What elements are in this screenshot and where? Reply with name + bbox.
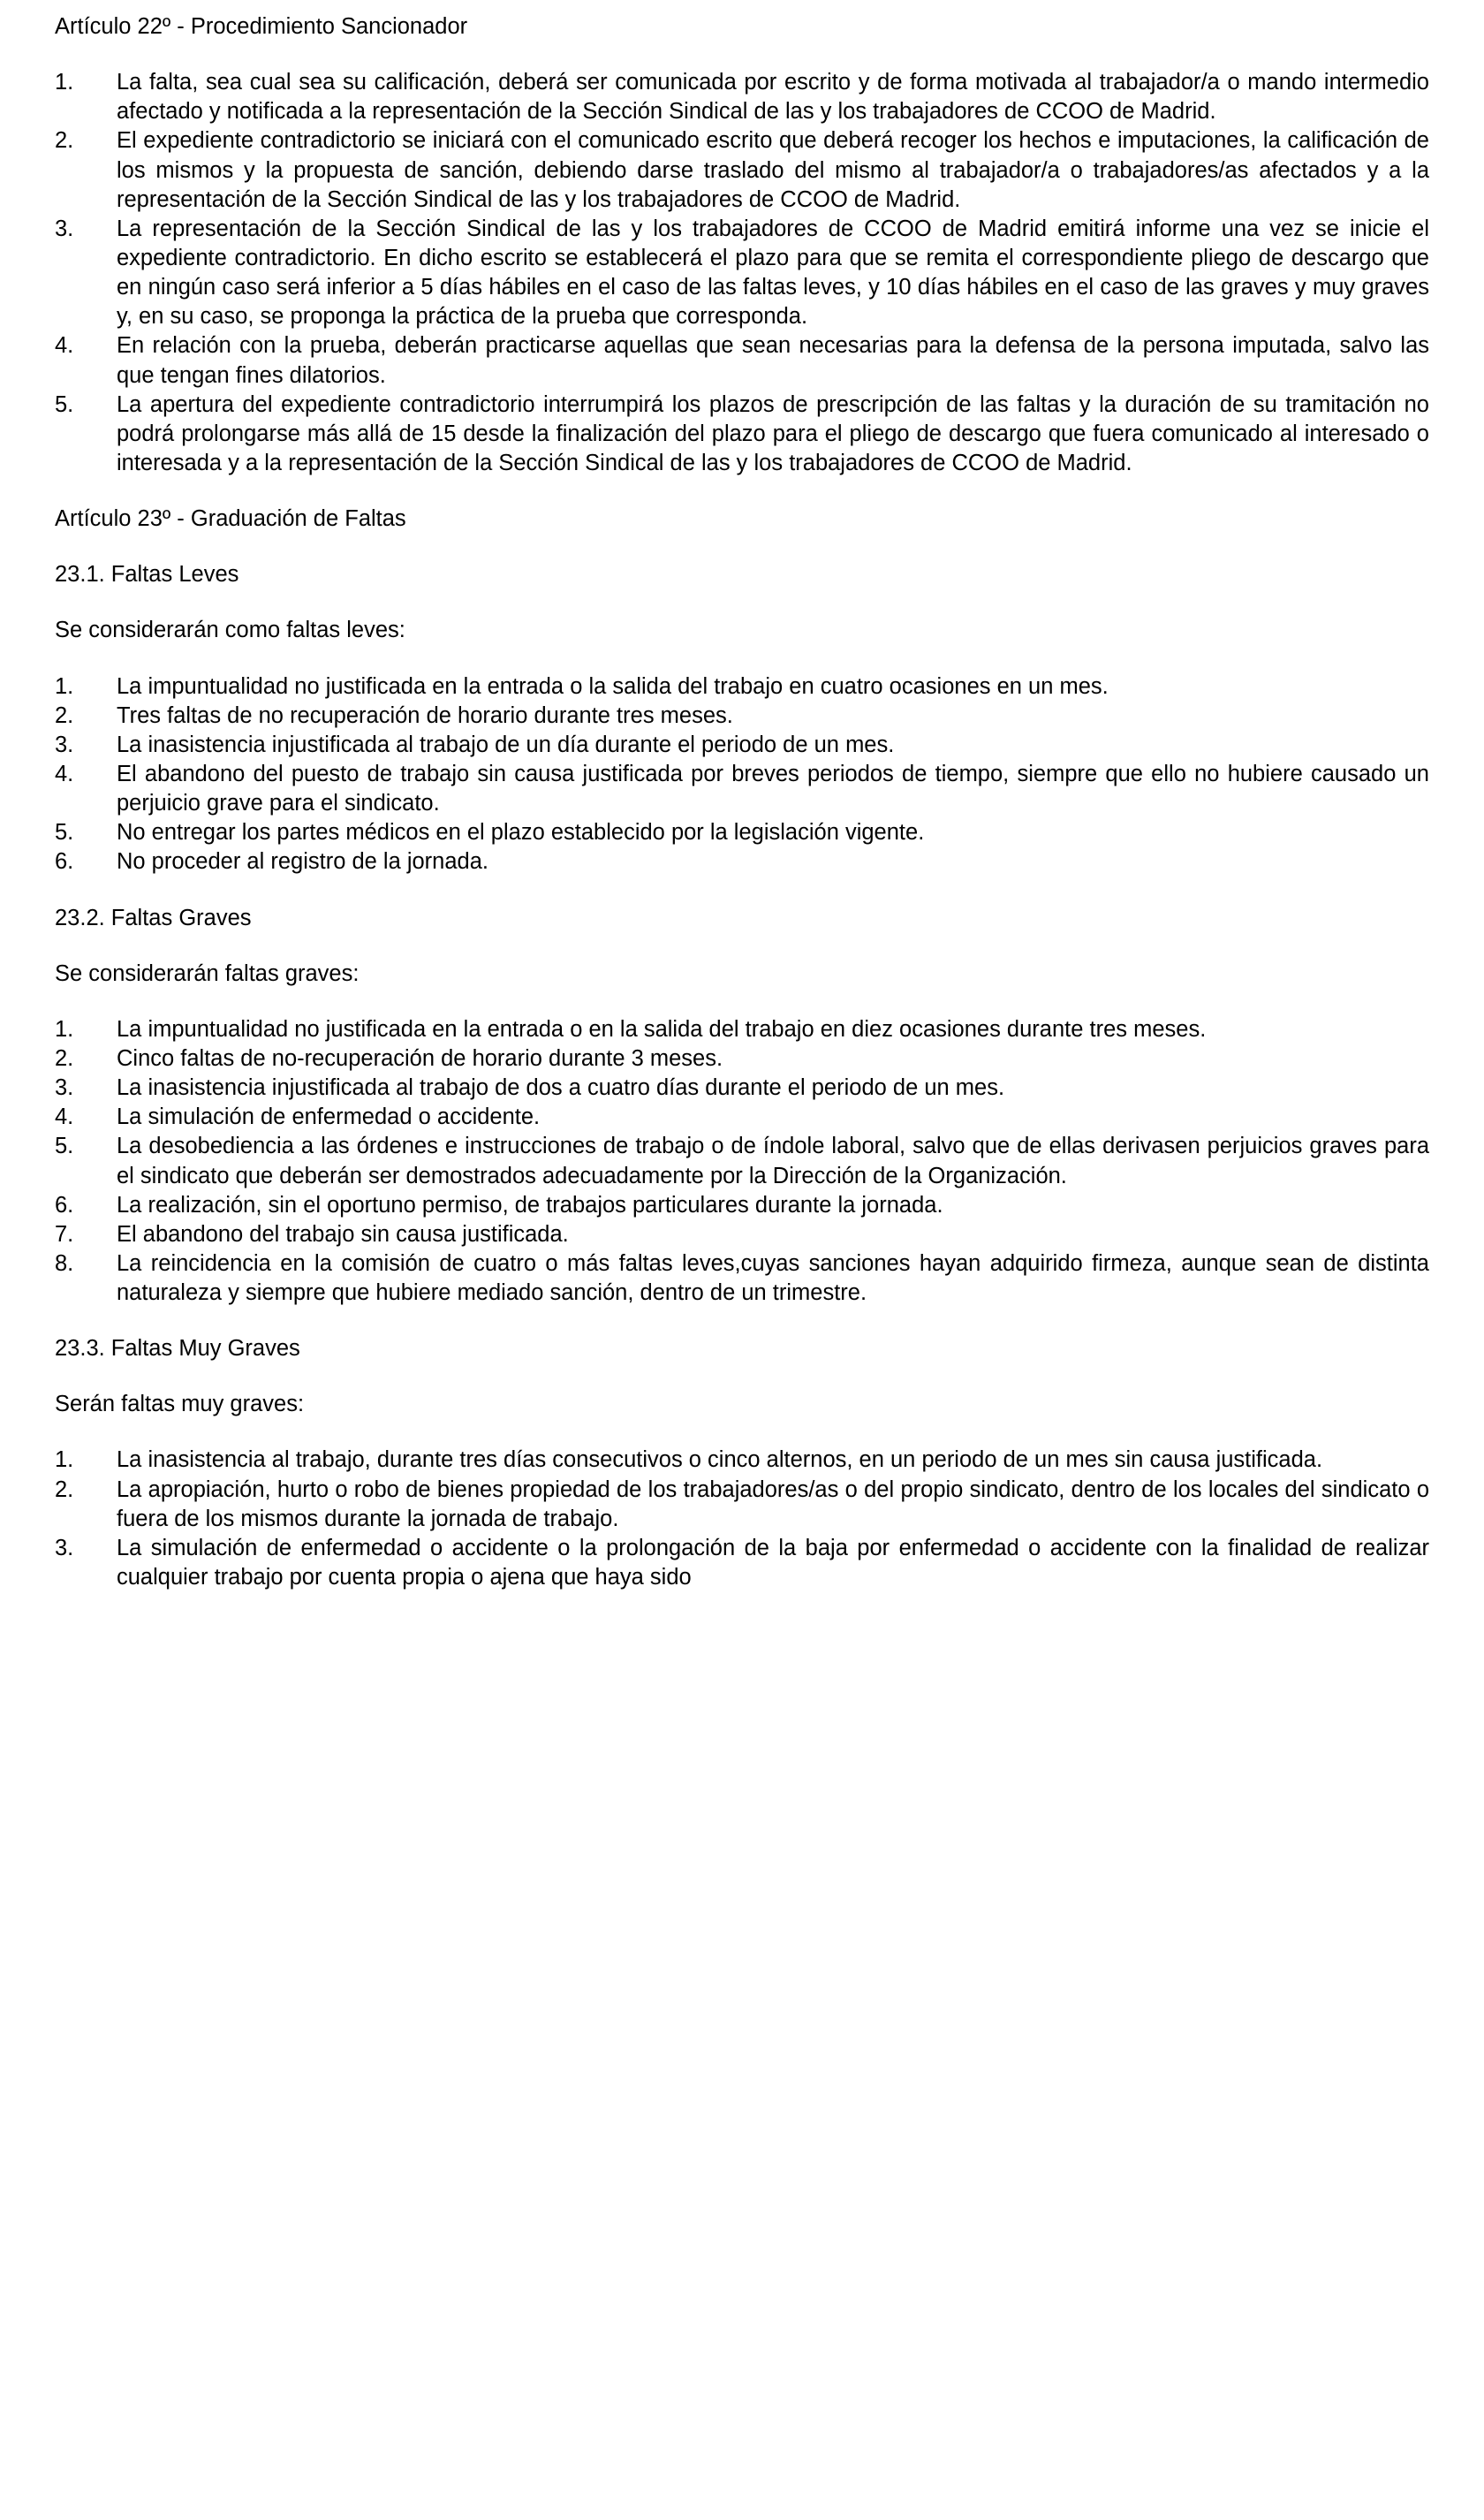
- list-marker: 8.: [55, 1250, 74, 1276]
- list-item: [55, 126, 1429, 214]
- list-item-text: La falta, sea cual sea su calificación, deberá ser comunicada por escrito y de forma motivada al trabajador/a o mando intermedio afectado y notificada a la representación de la Sección Sindical de las y los trabajadores de CCOO de Madrid.: [117, 70, 1429, 125]
- subsection-intro-23-3: Serán faltas muy graves:: [55, 1392, 305, 1417]
- list-item: [55, 391, 1429, 478]
- subsection-title-23-1: 23.1. Faltas Leves: [55, 562, 239, 588]
- list-marker: 2.: [55, 702, 74, 728]
- list-item: [55, 331, 1429, 390]
- list-marker: 4.: [55, 1104, 74, 1130]
- list-marker: 1.: [55, 673, 74, 699]
- list-item-text: El abandono del trabajo sin causa justificada.: [117, 1221, 569, 1247]
- subsection-title-23-3: 23.3. Faltas Muy Graves: [55, 1336, 300, 1362]
- list-item-text: La inasistencia injustificada al trabajo de un día durante el periodo de un mes.: [117, 732, 895, 757]
- list-item: [55, 1249, 1429, 1308]
- list-item-text: La reincidencia en la comisión de cuatro o más faltas leves,cuyas sanciones hayan adquirido firmeza, aunque sean de distinta naturaleza y siempre que hubiere mediado sanción, dentro de un trimestre.: [117, 1250, 1429, 1306]
- list-marker: 7.: [55, 1221, 74, 1247]
- list-item-text: Tres faltas de no recuperación de horario durante tres meses.: [117, 702, 733, 728]
- list-23-1: [55, 672, 1429, 877]
- list-item-text: La representación de la Sección Sindical de las y los trabajadores de CCOO de Madrid emitirá informe una vez se inicie el expediente contradictorio. En dicho escrito se establecerá el plazo para que se remita el correspondiente pliego de descargo que en ningún caso será inferior a 5 días hábiles en el caso de las faltas leves, y 10 días hábiles en el caso de las graves y muy graves y, en su caso, se proponga la práctica de la prueba que corresponda.: [117, 216, 1429, 330]
- list-item-text: Cinco faltas de no-recuperación de horario durante 3 meses.: [117, 1045, 723, 1071]
- list-item: [55, 215, 1429, 332]
- list-item: [55, 731, 1429, 760]
- list-marker: 3.: [55, 732, 74, 757]
- list-item: [55, 1191, 1429, 1220]
- list-item-text: La realización, sin el oportuno permiso, de trabajos particulares durante la jornada.: [117, 1192, 943, 1218]
- list-item: [55, 1476, 1429, 1534]
- list-item-text: La desobediencia a las órdenes e instrucciones de trabajo o de índole laboral, salvo que de ellas derivasen perjuicios graves para el sindicato que deberán ser demostrados adecuadamente por la Dirección de la Organización.: [117, 1134, 1429, 1188]
- list-item-text: No entregar los partes médicos en el plazo establecido por la legislación vigente.: [117, 820, 925, 846]
- list-item-text: El expediente contradictorio se iniciará con el comunicado escrito que deberá recoger los hechos e imputaciones, la calificación de los mismos y la propuesta de sanción, debiendo darse traslado del mismo al trabajador/a o trabajadores/as afectados y a la representación de la Sección Sindical de las y los trabajadores de CCOO de Madrid.: [117, 128, 1429, 212]
- subsection-intro-23-1: Se considerarán como faltas leves:: [55, 618, 405, 643]
- list-item-text: La simulación de enfermedad o accidente.: [117, 1104, 541, 1130]
- list-item: [55, 702, 1429, 731]
- list-item-text: En relación con la prueba, deberán practicarse aquellas que sean necesarias para la defensa de la persona imputada, salvo las que tengan fines dilatorios.: [117, 333, 1429, 388]
- list-item: [55, 818, 1429, 847]
- list-item: [55, 1044, 1429, 1074]
- list-item: [55, 1015, 1429, 1044]
- list-marker: 3.: [55, 216, 74, 241]
- list-23-2: [55, 1015, 1429, 1308]
- list-marker: 1.: [55, 70, 74, 95]
- list-item-text: La impuntualidad no justificada en la entrada o la salida del trabajo en cuatro ocasiones en un mes.: [117, 673, 1109, 699]
- list-item: [55, 1103, 1429, 1132]
- list-item: [55, 1534, 1429, 1592]
- list-marker: 4.: [55, 761, 74, 786]
- list-marker: 6.: [55, 1192, 74, 1218]
- list-marker: 3.: [55, 1075, 74, 1101]
- list-item: [55, 1220, 1429, 1249]
- list-item-text: No proceder al registro de la jornada.: [117, 849, 488, 875]
- list-item: [55, 672, 1429, 702]
- list-item-text: El abandono del puesto de trabajo sin causa justificada por breves periodos de tiempo, siempre que ello no hubiere causado un perjuicio grave para el sindicato.: [117, 761, 1429, 816]
- list-articulo-22: [55, 68, 1429, 478]
- list-item-text: La impuntualidad no justificada en la entrada o en la salida del trabajo en diez ocasiones durante tres meses.: [117, 1016, 1207, 1042]
- section-heading-articulo-22: Artículo 22º - Procedimiento Sancionador: [55, 14, 468, 39]
- list-marker: 2.: [55, 128, 74, 154]
- list-marker: 1.: [55, 1447, 74, 1473]
- list-marker: 6.: [55, 849, 74, 875]
- list-marker: 1.: [55, 1016, 74, 1042]
- list-23-3: [55, 1446, 1429, 1592]
- list-marker: 4.: [55, 333, 74, 359]
- subsection-intro-23-2: Se considerarán faltas graves:: [55, 960, 360, 986]
- list-item: [55, 1074, 1429, 1103]
- section-heading-articulo-23: Artículo 23º - Graduación de Faltas: [55, 506, 406, 532]
- list-item-text: La inasistencia injustificada al trabajo de dos a cuatro días durante el periodo de un mes.: [117, 1075, 1005, 1101]
- list-marker: 5.: [55, 391, 74, 417]
- list-item-text: La apertura del expediente contradictorio interrumpirá los plazos de prescripción de las faltas y la duración de su tramitación no podrá prolongarse más allá de 15 desde la finalización del plazo para el pliego de descargo que fuera comunicado al interesado o interesada y a la representación de la Sección Sindical de las y los trabajadores de CCOO de Madrid.: [117, 391, 1429, 475]
- list-marker: 5.: [55, 1134, 74, 1159]
- list-item: [55, 1132, 1429, 1190]
- list-item-text: La apropiación, hurto o robo de bienes propiedad de los trabajadores/as o del propio sindicato, dentro de los locales del sindicato o fuera de los mismos durante la jornada de trabajo.: [117, 1476, 1429, 1531]
- list-item: [55, 1446, 1429, 1475]
- list-item-text: La inasistencia al trabajo, durante tres días consecutivos o cinco alternos, en un periodo de un mes sin causa justificada.: [117, 1447, 1323, 1473]
- list-item-text: La simulación de enfermedad o accidente o la prolongación de la baja por enfermedad o accidente con la finalidad de realizar cualquier trabajo por cuenta propia o ajena que haya sido: [117, 1535, 1429, 1590]
- list-marker: 5.: [55, 820, 74, 846]
- list-item: [55, 68, 1429, 126]
- subsection-title-23-2: 23.2. Faltas Graves: [55, 905, 252, 930]
- list-item: [55, 760, 1429, 818]
- list-marker: 3.: [55, 1535, 74, 1560]
- list-marker: 2.: [55, 1045, 74, 1071]
- list-item: [55, 847, 1429, 877]
- list-marker: 2.: [55, 1476, 74, 1502]
